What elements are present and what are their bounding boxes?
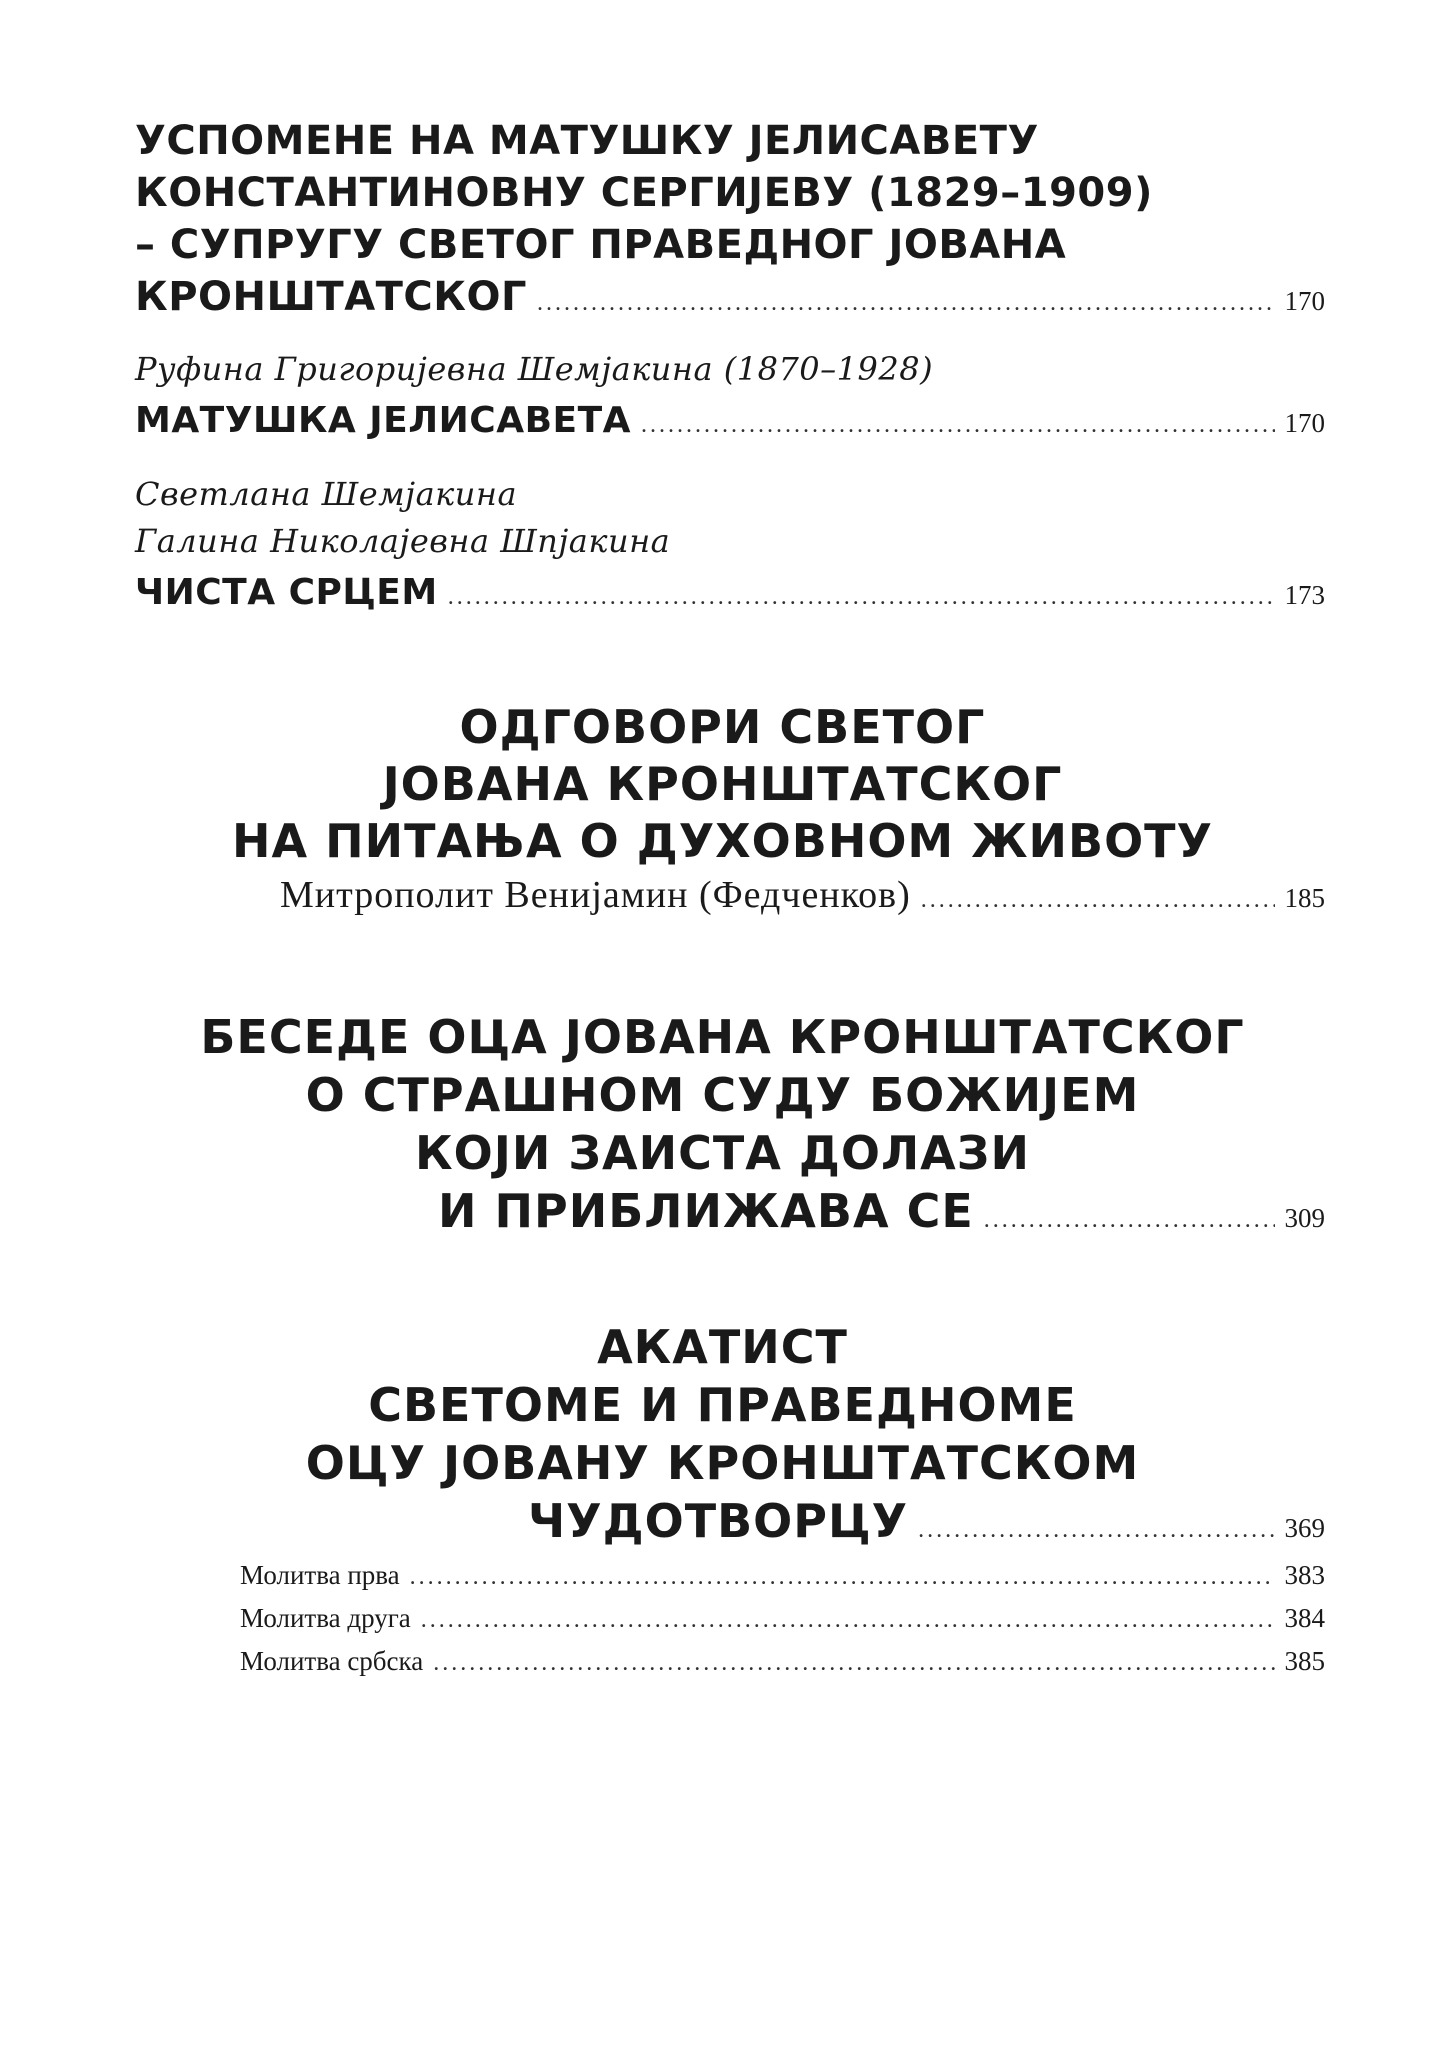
entry1-title-line: – СУПРУГУ СВЕТОГ ПРАВЕДНОГ ЈОВАНА	[135, 222, 1067, 268]
prayer-label: Молитва друга	[240, 1603, 411, 1633]
entry2-title: МАТУШКА ЈЕЛИСАВЕТА	[135, 400, 632, 441]
section3-title-line: АКАТИСТ	[597, 1320, 848, 1374]
section1-title-line: ЈОВАНА КРОНШТАТСКОГ	[382, 757, 1063, 811]
page-number: 185	[1284, 883, 1325, 913]
page-number: 309	[1284, 1203, 1325, 1233]
entry1-title-line: КОНСТАНТИНОВНУ СЕРГИЈЕВУ (1829–1909)	[135, 170, 1153, 216]
entry3-author: Галина Николајевна Шпјакина	[135, 522, 671, 560]
entry2-author: Руфина Григоријевна Шемјакина (1870–1928)	[135, 350, 934, 388]
section3-title-line: ОЦУ ЈОВАНУ КРОНШТАТСКОМ	[305, 1436, 1140, 1490]
toc-entry-section2[interactable]	[438, 1184, 1325, 1238]
toc-entry-1[interactable]	[135, 274, 1325, 320]
toc-prayer-entry[interactable]	[240, 1560, 1325, 1591]
entry3-title: ЧИСТА СРЦЕМ	[135, 572, 438, 613]
prayer-label: Молитва србска	[240, 1646, 424, 1676]
section1-title-line: ОДГОВОРИ СВЕТОГ	[459, 700, 986, 754]
dot-leader	[641, 412, 1274, 439]
section2-title-line: О СТРАШНОМ СУДУ БОЖИЈЕМ	[305, 1068, 1140, 1122]
entry1-title-line: КРОНШТАТСКОГ	[135, 274, 527, 320]
page-number: 384	[1284, 1603, 1325, 1633]
dot-leader	[918, 1517, 1274, 1544]
toc-entry-section1[interactable]	[280, 873, 1325, 917]
section3-title-line: ЧУДОТВОРЦУ	[528, 1494, 909, 1548]
page-number: 173	[1284, 580, 1325, 610]
section3-title-line: СВЕТОМЕ И ПРАВЕДНОМЕ	[368, 1378, 1077, 1432]
dot-leader	[433, 1650, 1274, 1677]
dot-leader	[921, 887, 1275, 914]
page-number: 385	[1284, 1646, 1325, 1676]
prayer-label: Молитва прва	[240, 1560, 400, 1590]
section2-title-line: БЕСЕДЕ ОЦА ЈОВАНА КРОНШТАТСКОГ	[200, 1010, 1245, 1064]
section2-title-line: КОЈИ ЗАИСТА ДОЛАЗИ	[415, 1126, 1030, 1180]
toc-entry-2[interactable]	[135, 400, 1325, 441]
section1-title-line: НА ПИТАЊА О ДУХОВНОМ ЖИВОТУ	[231, 814, 1214, 868]
section1-author: Митрополит Венијамин (Федченков)	[280, 874, 911, 916]
dot-leader	[537, 290, 1275, 317]
entry3-author: Светлана Шемјакина	[135, 475, 518, 513]
dot-leader	[421, 1607, 1275, 1634]
toc-entry-3[interactable]	[135, 572, 1325, 613]
dot-leader	[410, 1564, 1275, 1591]
entry1-title-line: УСПОМЕНЕ НА МАТУШКУ ЈЕЛИСАВЕТУ	[135, 118, 1039, 164]
page-number: 170	[1284, 286, 1325, 316]
page-number: 383	[1284, 1560, 1325, 1590]
dot-leader	[448, 584, 1275, 611]
page-number: 369	[1284, 1513, 1325, 1543]
page-number: 170	[1284, 408, 1325, 438]
section2-title-line: И ПРИБЛИЖАВА СЕ	[438, 1184, 974, 1238]
dot-leader	[984, 1207, 1275, 1234]
toc-entry-section3[interactable]	[528, 1494, 1325, 1548]
toc-prayer-entry[interactable]	[240, 1603, 1325, 1634]
toc-prayer-entry[interactable]	[240, 1646, 1325, 1677]
